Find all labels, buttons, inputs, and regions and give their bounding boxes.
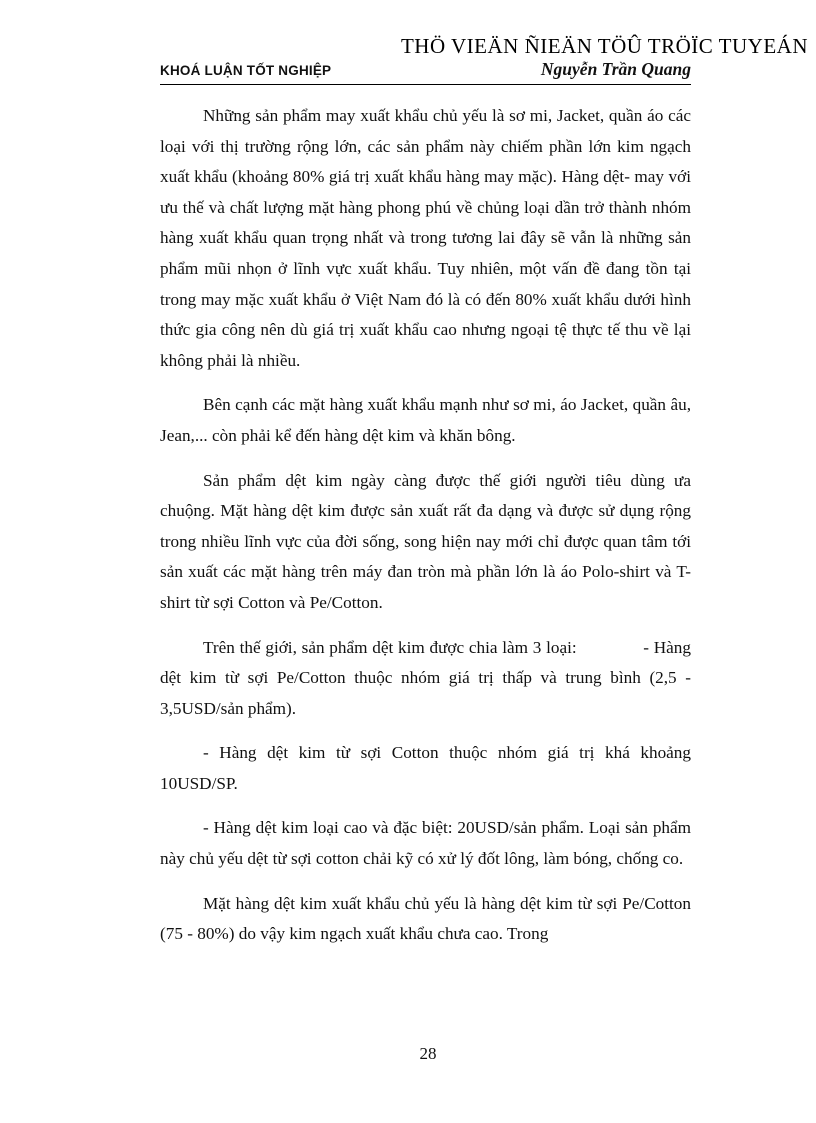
paragraph: Mặt hàng dệt kim xuất khẩu chủ yếu là hàng dệt kim từ sợi Pe/Cotton (75 - 80%) do vậy kim ngạch xuất khẩu chưa cao. Trong [160, 893, 691, 944]
watermark-text: THÖ VIEÄN ÑIEÄN TÖÛ TRÖÏC TUYEÁN [400, 34, 808, 58]
paragraph: Trên thế giới, sản phẩm dệt kim được chia làm 3 loại: - Hàng dệt kim từ sợi Pe/Cotton thuộc nhóm giá trị thấp và trung bình (2,5 - 3,5USD/sản phẩm). [160, 637, 696, 718]
author-name: Nguyễn Trần Quang [540, 59, 691, 79]
paragraph: Bên cạnh các mặt hàng xuất khẩu mạnh như sơ mi, áo Jacket, quần âu, Jean,... còn phải kể đến hàng dệt kim và khăn bông. [160, 395, 691, 445]
body-text [160, 101, 696, 964]
paragraph: - Hàng dệt kim loại cao và đặc biệt: 20USD/sản phẩm. Loại sản phẩm này chủ yếu dệt từ sợi cotton chải kỹ có xử lý đốt lông, làm bóng, chống co. [160, 818, 691, 869]
paragraph: Những sản phẩm may xuất khẩu chủ yếu là sơ mi, Jacket, quần áo các loại với thị trường rộng lớn, các sản phẩm này chiếm phần lớn kim ngạch xuất khẩu (khoảng 80% giá trị xuất khẩu hàng may mặc). Hàng dệt- may với ưu thế và chất lượng mặt hàng phong phú về chủng loại dần trở thành nhóm hàng xuất khẩu quan trọng nhất và trong tương lai đây sẽ vẫn là những sản phẩm mũi nhọn ở lĩnh vực xuất khẩu. Tuy nhiên, một vấn đề đang tồn tại trong may mặc xuất khẩu ở Việt Nam đó là có đến 80% xuất khẩu dưới hình thức gia công nên dù giá trị xuất khẩu cao nhưng ngoại tệ thực tế thu về lại không phải là nhiều. [160, 106, 691, 370]
page-number: 28 [419, 1044, 437, 1063]
thesis-title: KHOÁ LUẬN TỐT NGHIỆP [160, 63, 332, 78]
paragraph: Sản phẩm dệt kim ngày càng được thế giới người tiêu dùng ưa chuộng. Mặt hàng dệt kim được sản xuất rất đa dạng và được sử dụng rộng trong nhiều lĩnh vực của đời sống, song hiện nay mới chỉ được quan tâm tới sản xuất các mặt hàng trên máy đan tròn mà phần lớn là áo Polo-shirt và T-shirt từ sợi Cotton và Pe/Cotton. [160, 470, 691, 612]
paragraph: - Hàng dệt kim từ sợi Cotton thuộc nhóm giá trị khá khoảng 10USD/SP. [160, 743, 691, 793]
page-header [160, 58, 691, 85]
